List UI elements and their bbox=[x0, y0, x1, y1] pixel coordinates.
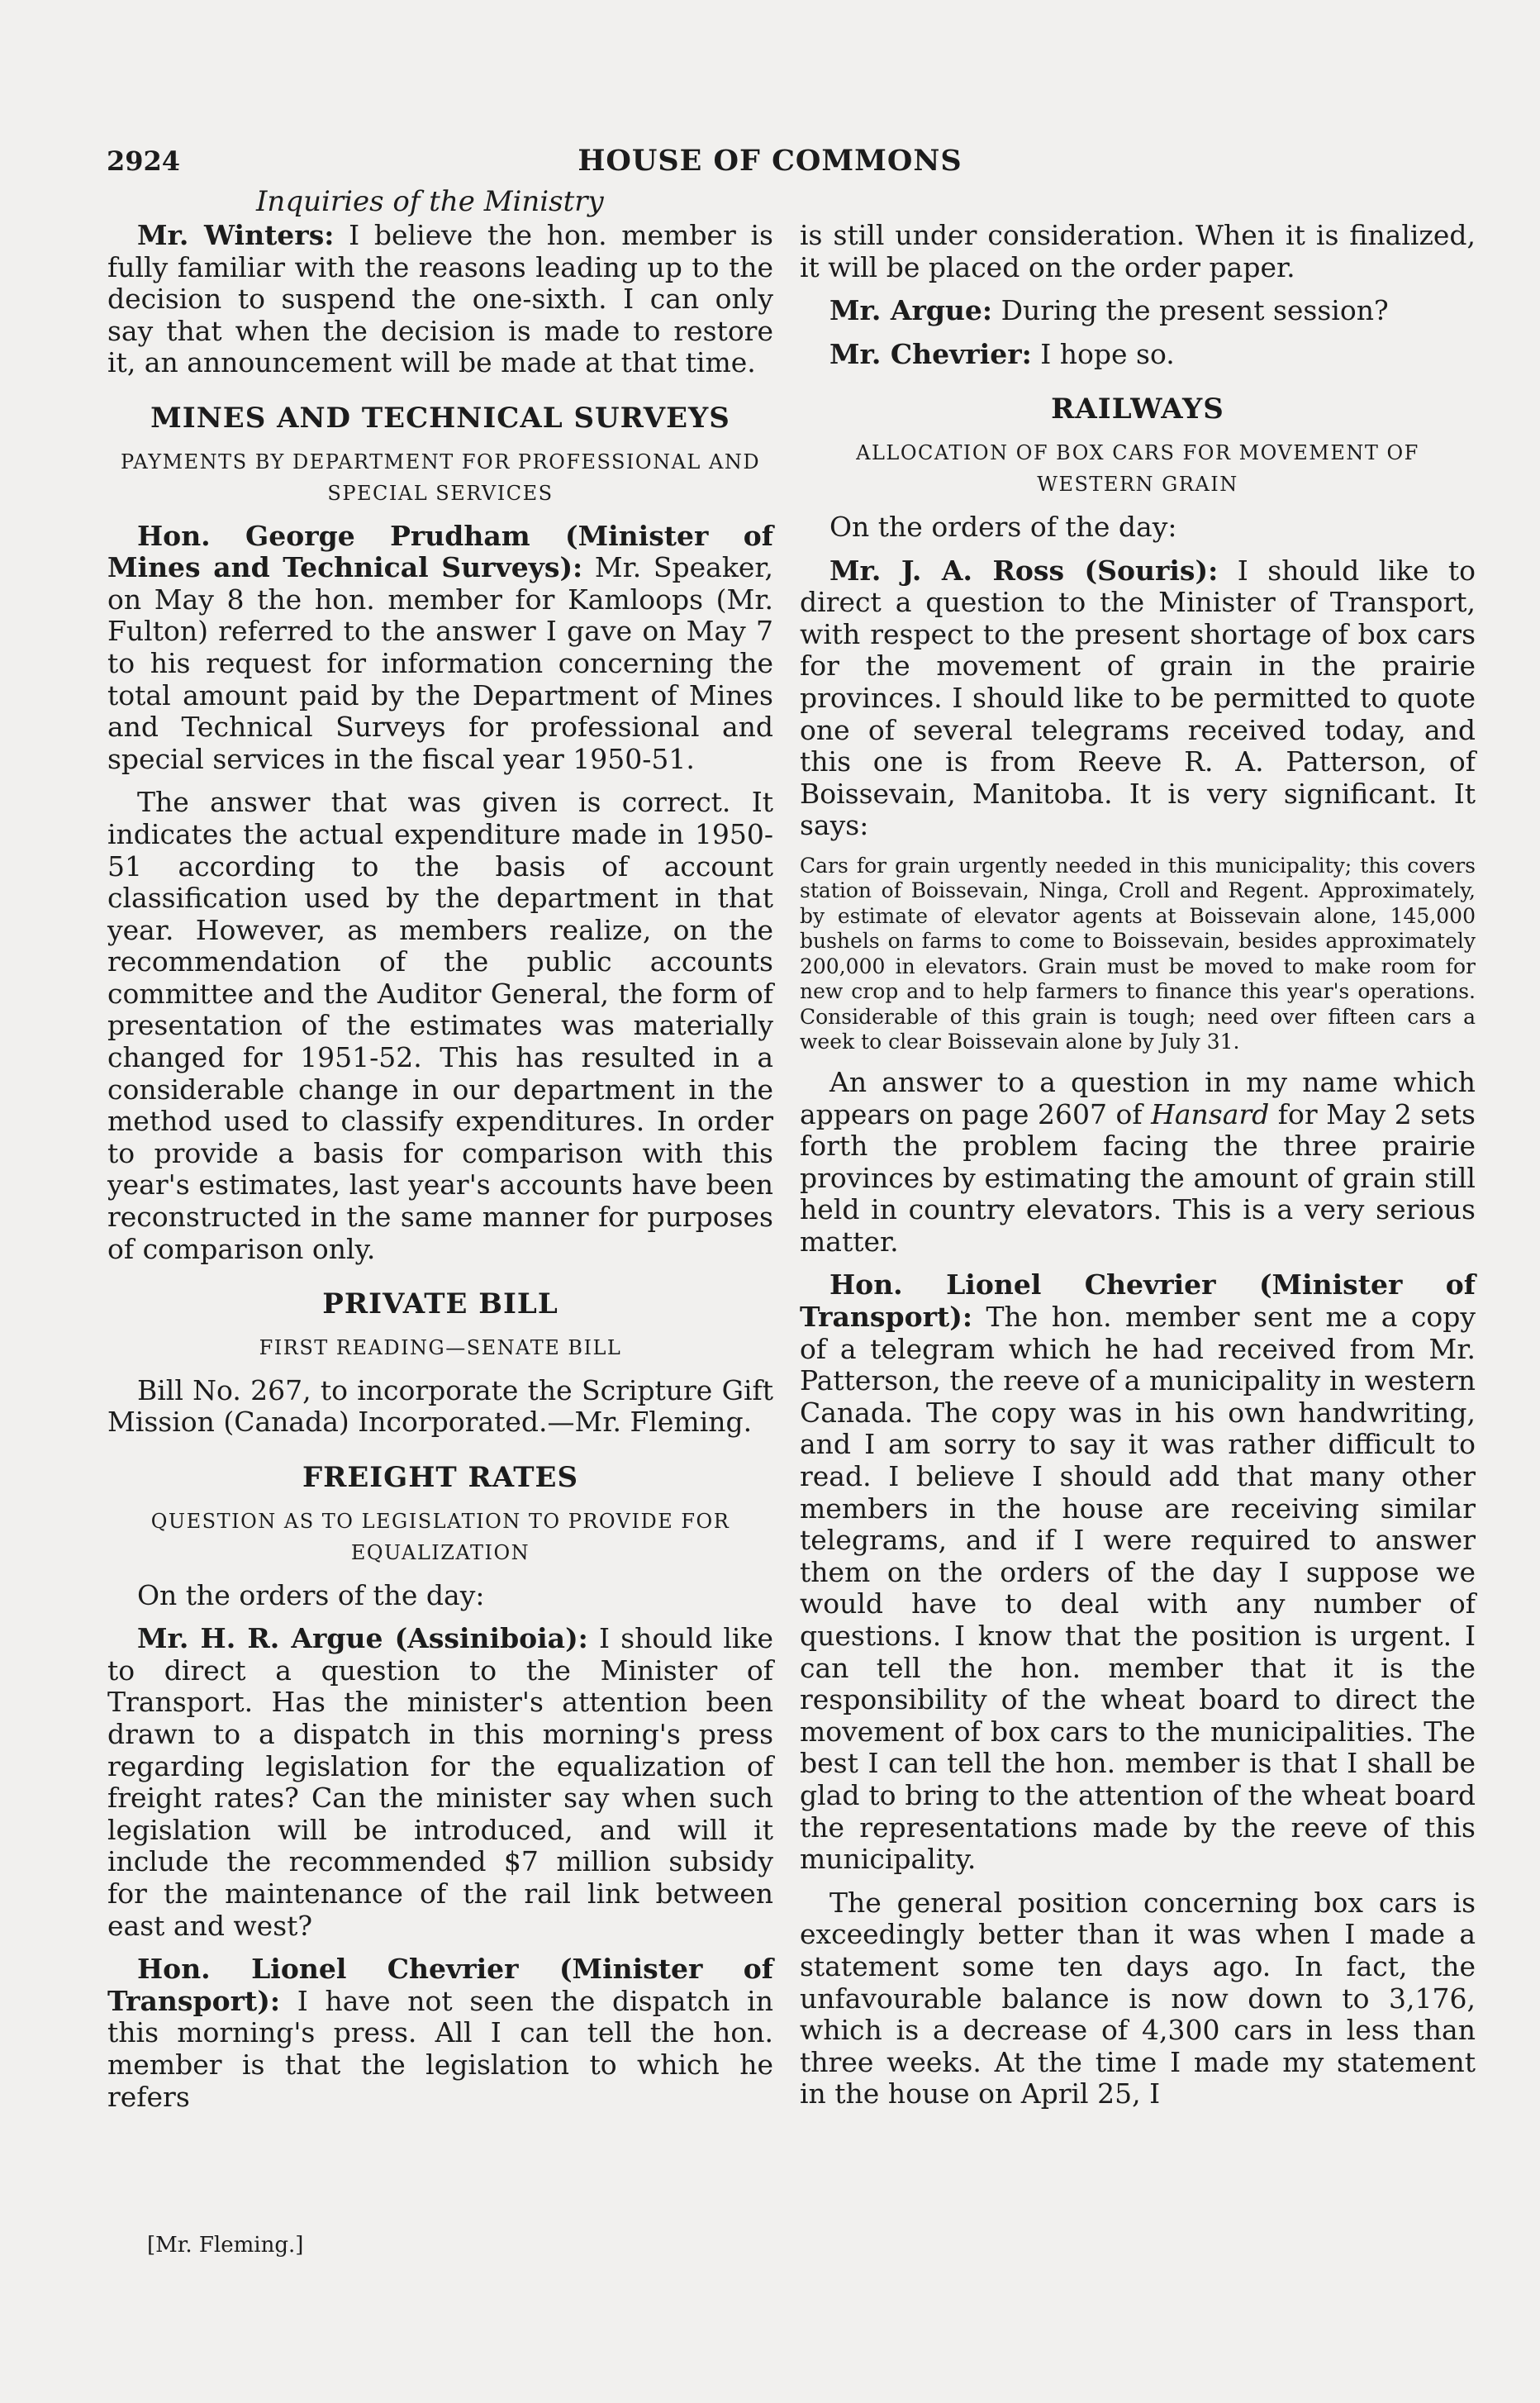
paragraph bbox=[107, 1953, 773, 2113]
paragraph-text: An answer to a question in my name which appears on page 2607 of bbox=[800, 1065, 1476, 1130]
paragraph bbox=[107, 220, 773, 379]
paragraph bbox=[107, 1623, 773, 1942]
section-heading: PRIVATE BILL bbox=[322, 1287, 558, 1321]
speaker-name: Mr. Winters: bbox=[137, 219, 335, 251]
right-column bbox=[800, 220, 1476, 2122]
section-heading: RAILWAYS bbox=[1051, 393, 1224, 426]
paragraph-text: During the present session? bbox=[992, 294, 1389, 327]
speaker-name: Mr. H. R. Argue (Assiniboia): bbox=[137, 1622, 588, 1655]
section-heading: MINES AND TECHNICAL SURVEYS bbox=[150, 401, 730, 435]
section-subheading: FIRST READING—SENATE BILL bbox=[259, 1335, 622, 1359]
page-header-title: HOUSE OF COMMONS bbox=[578, 144, 962, 178]
paragraph bbox=[800, 339, 1476, 371]
paragraph: Bill No. 267, to incorporate the Scripture Gift Mission (Canada) Incorporated.—Mr. Fleming. bbox=[107, 1373, 773, 1439]
speaker-name: Mr. Chevrier: bbox=[829, 337, 1032, 370]
section-subheading: PAYMENTS BY DEPARTMENT FOR PROFESSIONAL AND SPECIAL SERVICES bbox=[120, 450, 761, 505]
speaker-name: Mr. J. A. Ross (Souris): bbox=[829, 554, 1219, 587]
paragraph bbox=[800, 1269, 1476, 1875]
footer-citation: [Mr. Fleming.] bbox=[147, 2233, 304, 2258]
speaker-name: Mr. Argue: bbox=[829, 294, 993, 327]
paragraph: On the orders of the day: bbox=[137, 1578, 485, 1611]
paragraph-text: I have not seen the dispatch in this morning's press. All I can tell the hon. member is that the legislation to which he refers bbox=[107, 1984, 773, 2113]
paragraph-text: Mr. Speaker, on May 8 the hon. member for Kamloops (Mr. Fulton) referred to the answer I gave on May 7 to his request for information concerning the total amount paid by the Department of Mines and Technical Surveys for professional and special services in the fiscal year 1950-51. bbox=[107, 551, 774, 775]
paragraph: The answer that was given is correct. It indicates the actual expenditure made in 1950-51 according to the basis of account classification used by the department in that year. However, as members realize, on the recommendation of the public accounts committee and the Auditor General, the form of presentation of the estimates was materially changed for 1951-52. This has resulted in a considerable change in our department in the method used to classify expenditures. In order to provide a basis for comparison with this year's estimates, last year's accounts have been reconstructed in the same manner for purposes of comparison only. bbox=[107, 786, 773, 1265]
paragraph-text: for May 2 sets forth the problem facing the three prairie provinces by estimating the amount of grain still held in country elevators. This is a very serious matter. bbox=[800, 1097, 1476, 1258]
telegram-quote: Cars for grain urgently needed in this municipality; this covers station of Boissevain, Ninga, Croll and Regent. Approximately, by estimate of elevator agents at Boissevain alone, 145,000 bushels on farms to come to Boissevain, besides approximately 200,000 in elevators. Grain must be moved to make room for new crop and to help farmers to finance this year's operations. Considerable of this grain is tough; need over fifteen cars a week to clear Boissevain alone by July 31. bbox=[800, 853, 1476, 1054]
paragraph-text: I believe the hon. member is fully familiar with the reasons leading up to the decision to suspend the one-sixth. I can only say that when the decision is made to restore it, an announcement will be made at that time. bbox=[107, 219, 773, 379]
running-subtitle: Inquiries of the Ministry bbox=[256, 185, 604, 218]
paragraph: On the orders of the day: bbox=[829, 510, 1177, 543]
paragraph-text: The hon. member sent me a copy of a telegram which he had received from Mr. Patterson, the reeve of a municipality in western Canada. The copy was in his own handwriting, and I am sorry to say it was rather difficult to read. I believe I should add that many other members in the house are receiving similar telegrams, and if I were required to answer them on the orders of the day I suppose we would have to deal with any number of questions. I know that the position is urgent. I can tell the hon. member that it is the responsibility of the wheat board to direct the movement of box cars to the municipalities. The best I can tell the hon. member is that I shall be glad to bring to the attention of the wheat board the representations made by the reeve of this municipality. bbox=[800, 1301, 1476, 1876]
paragraph bbox=[800, 295, 1476, 327]
speaker-name: Hon. George Prudham (Minister of Mines and Technical Surveys): bbox=[107, 519, 773, 584]
paragraph bbox=[800, 555, 1476, 842]
publication-title: Hansard bbox=[1151, 1097, 1270, 1130]
paragraph: is still under consideration. When it is finalized, it will be placed on the order paper. bbox=[800, 219, 1476, 283]
paragraph-text: I hope so. bbox=[1031, 337, 1175, 370]
left-column bbox=[107, 220, 773, 2125]
speaker-name: Hon. Lionel Chevrier (Minister of Transport): bbox=[800, 1268, 1476, 1334]
section-subheading: ALLOCATION OF BOX CARS FOR MOVEMENT OF WESTERN GRAIN bbox=[856, 440, 1419, 496]
paragraph-text: I should like to direct a question to the Minister of Transport. Has the minister's attention been drawn to a dispatch in this morning's press regarding legislation for the equalization of freight rates? Can the minister say when such legislation will be introduced, and will it include the recommended $7 million subsidy for the maintenance of the rail link between east and west? bbox=[107, 1622, 773, 1942]
speaker-name: Hon. Lionel Chevrier (Minister of Transport): bbox=[107, 1953, 773, 2017]
paragraph-text: I should like to direct a question to the Minister of Transport, with respect to the present shortage of box cars for the movement of grain in the prairie provinces. I should like to be permitted to quote one of several telegrams received today, and this one is from Reeve R. A. Patterson, of Boissevain, Manitoba. It is very significant. It says: bbox=[800, 554, 1476, 842]
paragraph bbox=[800, 1067, 1476, 1259]
paragraph bbox=[107, 521, 773, 776]
paragraph: The general position concerning box cars is exceedingly better than it was when I made a statement some ten days ago. In fact, the unfavourable balance is now down to 3,176, which is a decrease of 4,300 cars in less than three weeks. At the time I made my statement in the house on April 25, I bbox=[800, 1886, 1476, 2110]
page-number: 2924 bbox=[107, 145, 181, 177]
section-subheading: QUESTION AS TO LEGISLATION TO PROVIDE FOR EQUALIZATION bbox=[150, 1509, 730, 1564]
section-heading: FREIGHT RATES bbox=[302, 1461, 579, 1494]
